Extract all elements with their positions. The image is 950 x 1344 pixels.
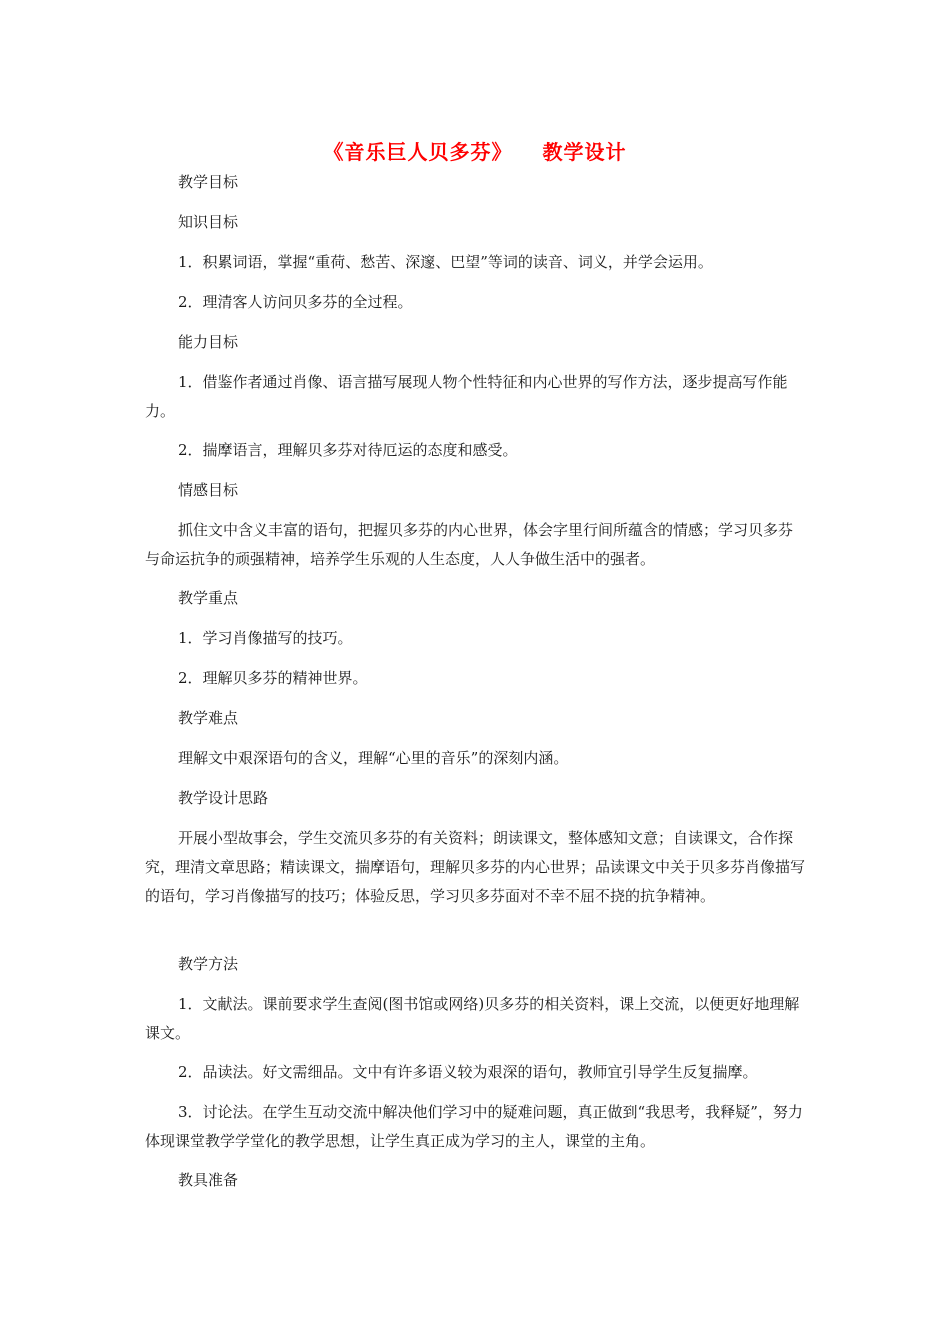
paragraph: 2．理解贝多芬的精神世界。 <box>178 669 368 687</box>
title-sub: 教学设计 <box>542 140 627 164</box>
heading-knowledge-goals: 知识目标 <box>178 213 239 231</box>
paragraph: 1．文献法。课前要求学生查阅(图书馆或网络)贝多芬的相关资料，课上交流，以便更好地理解课文。 <box>145 995 800 1042</box>
heading-teaching-difficulty: 教学难点 <box>178 709 239 727</box>
paragraph: 1．借鉴作者通过肖像、语言描写展现人物个性特征和内心世界的写作方法，逐步提高写作能力。 <box>145 373 788 420</box>
heading-teaching-aids: 教具准备 <box>178 1171 239 1189</box>
heading-teaching-goals: 教学目标 <box>178 173 239 191</box>
paragraph: 1．学习肖像描写的技巧。 <box>178 629 353 647</box>
paragraph: 2．品读法。好文需细品。文中有许多语义较为艰深的语句，教师宜引导学生反复揣摩。 <box>178 1063 758 1081</box>
paragraph: 3．讨论法。在学生互动交流中解决他们学习中的疑难问题，真正做到“我思考，我释疑”，努力体现课堂教学学堂化的教学思想，让学生真正成为学习的主人，课堂的主角。 <box>145 1103 803 1150</box>
heading-teaching-methods: 教学方法 <box>178 955 239 973</box>
paragraph: 2．理清客人访问贝多芬的全过程。 <box>178 293 413 311</box>
paragraph: 抓住文中含义丰富的语句，把握贝多芬的内心世界，体会字里行间所蕴含的情感；学习贝多芬与命运抗争的顽强精神，培养学生乐观的人生态度，人人争做生活中的强者。 <box>145 521 794 568</box>
document-title <box>0 136 950 165</box>
title-main: 《音乐巨人贝多芬》 <box>323 140 513 164</box>
heading-ability-goals: 能力目标 <box>178 333 239 351</box>
heading-design-approach: 教学设计思路 <box>178 789 269 807</box>
paragraph: 理解文中艰深语句的含义，理解“心里的音乐”的深刻内涵。 <box>178 749 569 767</box>
paragraph: 1．积累词语，掌握“重荷、愁苦、深邃、巴望”等词的读音、词义，并学会运用。 <box>178 253 713 271</box>
paragraph: 2．揣摩语言，理解贝多芬对待厄运的态度和感受。 <box>178 441 518 459</box>
heading-emotion-goals: 情感目标 <box>178 481 239 499</box>
paragraph: 开展小型故事会，学生交流贝多芬的有关资料；朗读课文，整体感知文意；自读课文，合作探究，理清文章思路；精读课文，揣摩语句，理解贝多芬的内心世界；品读课文中关于贝多芬肖像描写的语句，学习肖像描写的技巧；体验反思，学习贝多芬面对不幸不屈不挠的抗争精神。 <box>145 829 806 905</box>
heading-teaching-focus: 教学重点 <box>178 589 239 607</box>
